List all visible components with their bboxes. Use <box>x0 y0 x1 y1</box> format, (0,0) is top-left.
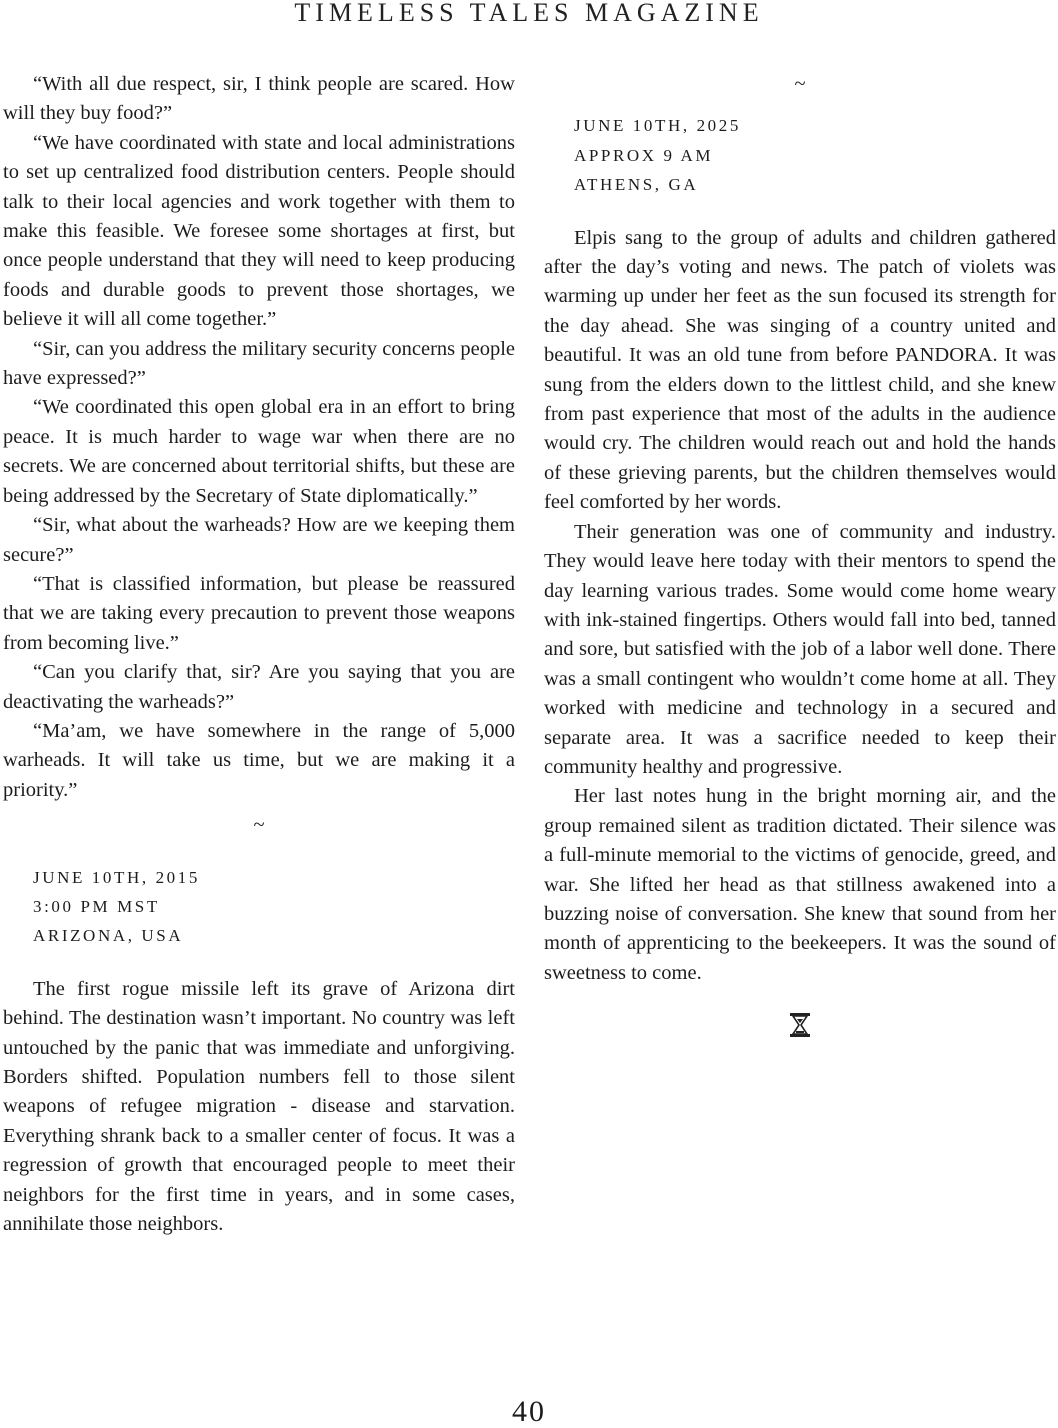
magazine-masthead: TIMELESS TALES MAGAZINE <box>294 0 764 27</box>
page-number: 40 <box>512 1395 546 1428</box>
dateline-time: 3:00 PM MST <box>33 896 160 916</box>
section-separator: ~ <box>794 73 806 95</box>
paragraph: “That is classified information, but please be reassured that we are taking every precaution to prevent those weapons from becoming live.” <box>3 572 515 654</box>
paragraph: “Sir, can you address the military security concerns people have expressed?” <box>3 337 515 390</box>
dateline-time: APPROX 9 AM <box>574 145 714 165</box>
paragraph: “With all due respect, sir, I think people are scared. How will they buy food?” <box>3 73 515 125</box>
paragraph: “We have coordinated with state and local administrations to set up centralized food distribution centers. People should talk to their local agencies and work together with them to make this feasible. We foresee some shortages at first, but once people understand that they will need to keep producing foods and durable goods to prevent those shortages, we believe it will all come together.” <box>3 131 515 331</box>
right-column <box>544 70 1056 1045</box>
dateline-date: JUNE 10TH, 2025 <box>574 116 741 136</box>
paragraph: “Can you clarify that, sir? Are you saying that you are deactivating the warheads?” <box>3 661 515 713</box>
paragraph: “Sir, what about the warheads? How are we keeping them secure?” <box>3 514 515 566</box>
paragraph: Elpis sang to the group of adults and children gathered after the day’s voting and news. The patch of violets was warming up under her feet as the sun focused its strength for the day ahead. She was singing of a country united and beautiful. It was an old tune from before PANDORA. It was sung from the elders down to the littlest child, and she knew from past experience that most of the adults in the audience would cry. The children would reach out and hold the hands of these grieving parents, but the children themselves would feel comforted by her words. <box>544 226 1056 514</box>
paragraph: “Ma’am, we have somewhere in the range of 5,000 warheads. It will take us time, but we are making it a priority.” <box>3 719 515 801</box>
dateline <box>574 111 1056 199</box>
dateline-date: JUNE 10TH, 2015 <box>33 867 200 887</box>
paragraph: Their generation was one of community and industry. They would leave here today with their mentors to spend the day learning various trades. Some would come home weary with ink-stained fingertips. Others would fall into bed, tanned and sore, but satisfied with the job of a labor well done. There was a small contingent who wouldn’t come home at all. They worked with medicine and technology in a secured and separate area. It was a sacrifice needed to keep their community healthy and progressive. <box>544 520 1056 778</box>
section-separator: ~ <box>253 814 265 837</box>
paragraph: “We coordinated this open global era in an effort to bring peace. It is much harder to wage war when there are no secrets. We are concerned about territorial shifts, but these are being addressed by the Secretary of State diplomatically.” <box>3 396 515 507</box>
dateline-place: ARIZONA, USA <box>33 926 184 946</box>
hourglass-icon-graphic <box>789 1012 811 1038</box>
dateline <box>33 863 515 951</box>
paragraph: Her last notes hung in the bright morning air, and the group remained silent as tradition dictated. Their silence was a full-minute memorial to the victims of genocide, greed, and war. She lifted her head as that stillness awakened into a buzzing noise of conversation. She knew that sound from her month of apprenticing to the beekeepers. It was the sound of sweetness to come. <box>544 785 1056 984</box>
left-column <box>3 70 515 1239</box>
dateline-place: ATHENS, GA <box>574 175 699 195</box>
hourglass-icon <box>544 1012 1056 1045</box>
paragraph: The first rogue missile left its grave of Arizona dirt behind. The destination wasn’t important. No country was left untouched by the panic that was immediate and unforgiving. Borders shifted. Population numbers fell to those silent weapons of refugee migration - disease and starvation. Everything shrank back to a smaller center of focus. It was a regression of growth that encouraged people to meet their neighbors for the first time in years, and in some cases, annihilate those neighbors. <box>3 977 515 1236</box>
